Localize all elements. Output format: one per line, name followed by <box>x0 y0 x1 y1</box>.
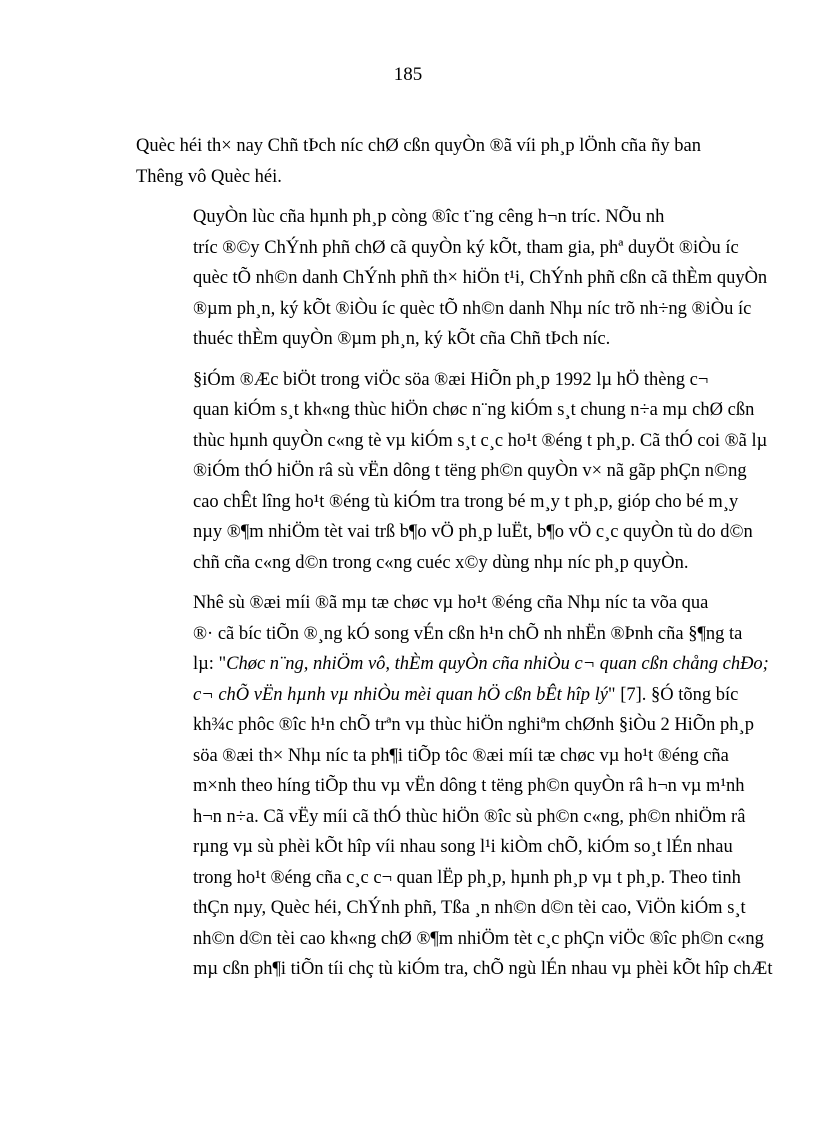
text-run: söa ®æi th× Nhµ níc ta ph¶i tiÕp tôc ®æi míi tæ chøc vµ ho¹t ®éng cña <box>193 745 729 766</box>
text-line <box>136 924 767 955</box>
text-line: Thêng vô Quèc héi. <box>136 166 282 187</box>
text-line <box>136 954 773 985</box>
text-run: trong ho¹t ®éng cña c¸c c¬ quan lËp ph¸p, hµnh ph¸p vµ t ph¸p. Theo tinh <box>193 867 741 888</box>
text-line <box>136 680 767 711</box>
quote-text: c¬ chÕ vËn hµnh vµ nhiÒu mèi quan hÖ cßn bÊt hîp lý <box>193 684 609 705</box>
paragraph-3 <box>136 365 767 579</box>
text-line <box>136 588 767 619</box>
text-line <box>136 741 767 772</box>
text-line: §iÓm ®Æc biÖt trong viÖc söa ®æi HiÕn ph¸p 1992 lµ hÖ thèng c¬ <box>193 369 709 390</box>
paragraph-2 <box>136 202 767 355</box>
text-run: kh¾c phôc ®îc h¹n chÕ trªn vµ thùc hiÖn nghiªm chØnh §iÒu 2 HiÕn ph¸p <box>193 715 754 735</box>
paragraph-4 <box>136 588 773 985</box>
text-line: nµy ®¶m nhiÖm tèt vai trß b¶o vÖ ph¸p luËt, b¶o vÖ c¸c quyÒn tù do d©n <box>193 522 753 542</box>
text-run: lµ: " <box>193 654 227 674</box>
text-run: m×nh theo híng tiÕp thu vµ vËn dông t tëng ph©n quyÒn râ h¬n vµ m¹nh <box>193 776 745 796</box>
page-number: 185 <box>393 64 423 85</box>
text-line: quan kiÓm s¸t kh«ng thùc hiÖn chøc n¨ng kiÓm s¸t chung n÷a mµ chØ cßn <box>193 400 755 420</box>
text-run: nh©n d©n tèi cao kh«ng chØ ®¶m nhiÖm tèt c¸c phÇn viÖc ®îc ph©n c«ng <box>193 928 764 949</box>
text-line: Quèc héi th× nay Chñ tÞch níc chØ cßn quyÒn ®ã víi ph¸p lÖnh cña ñy ban <box>136 136 701 156</box>
text-run: ®· cã bíc tiÕn ®¸ng kÓ song vÉn cßn h¹n chÕ nh nhËn ®Þnh cña §¶ng ta <box>193 623 743 644</box>
text-line <box>136 863 767 894</box>
text-line <box>136 649 767 680</box>
text-line: ®iÓm thÓ hiÖn râ sù vËn dông t tëng ph©n quyÒn v× nã gãp phÇn n©ng <box>193 461 747 481</box>
text-line: ®µm ph¸n, ký kÕt ®iÒu íc quèc tÕ nh©n danh Nhµ níc trõ nh÷ng ®iÒu íc <box>193 298 752 319</box>
text-line <box>136 802 767 833</box>
text-line: tríc ®©y ChÝnh phñ chØ cã quyÒn ký kÕt, tham gia, phª duyÖt ®iÒu íc <box>193 237 739 258</box>
text-run: thÇn nµy, Quèc héi, ChÝnh phñ, Tßa ¸n nh©n d©n tèi cao, ViÖn kiÓm s¸t <box>193 898 746 918</box>
text-line <box>136 771 767 802</box>
text-run: rµng vµ sù phèi kÕt hîp víi nhau song l¹i kiÒm chÕ, kiÓm so¸t lÉn nhau <box>193 837 733 857</box>
text-line <box>136 710 767 741</box>
text-run: mµ cßn ph¶i tiÕn tíi chç tù kiÓm tra, chÕ ngù lÉn nhau vµ phèi kÕt hîp chÆt <box>193 959 773 979</box>
text-line: thùc hµnh quyÒn c«ng tè vµ kiÓm s¸t c¸c ho¹t ®éng t ph¸p. Cã thÓ coi ®ã lµ <box>193 430 768 451</box>
text-line: thuéc thÈm quyÒn ®µm ph¸n, ký kÕt cña Chñ tÞch níc. <box>193 329 611 349</box>
body-text <box>136 131 773 995</box>
text-line: cao chÊt lîng ho¹t ®éng tù kiÓm tra trong bé m¸y t ph¸p, gióp cho bé m¸y <box>193 491 739 512</box>
text-line: QuyÒn lùc cña hµnh ph¸p còng ®îc t¨ng cêng h¬n tríc. NÕu nh <box>193 207 665 227</box>
text-line: quèc tÕ nh©n danh ChÝnh phñ th× hiÖn t¹i, ChÝnh phñ cßn cã thÈm quyÒn <box>193 268 768 288</box>
text-line <box>136 832 767 863</box>
text-run: " [7]. §Ó tõng bíc <box>608 684 739 705</box>
paragraph-1 <box>136 131 767 192</box>
text-line <box>136 619 767 650</box>
text-line <box>136 893 767 924</box>
text-run: h¬n n÷a. Cã vËy míi cã thÓ thùc hiÖn ®îc sù ph©n c«ng, ph©n nhiÖm râ <box>193 806 746 827</box>
text-run: Nhê sù ®æi míi ®ã mµ tæ chøc vµ ho¹t ®éng cña Nhµ níc ta võa qua <box>193 593 709 613</box>
quote-text: Chøc n¨ng, nhiÖm vô, thÈm quyÒn cña nhiÒu c¬ quan cßn chång chÐo; <box>226 654 769 674</box>
text-line: chñ cña c«ng d©n trong c«ng cuéc x©y dùng nhµ níc ph¸p quyÒn. <box>193 552 689 573</box>
